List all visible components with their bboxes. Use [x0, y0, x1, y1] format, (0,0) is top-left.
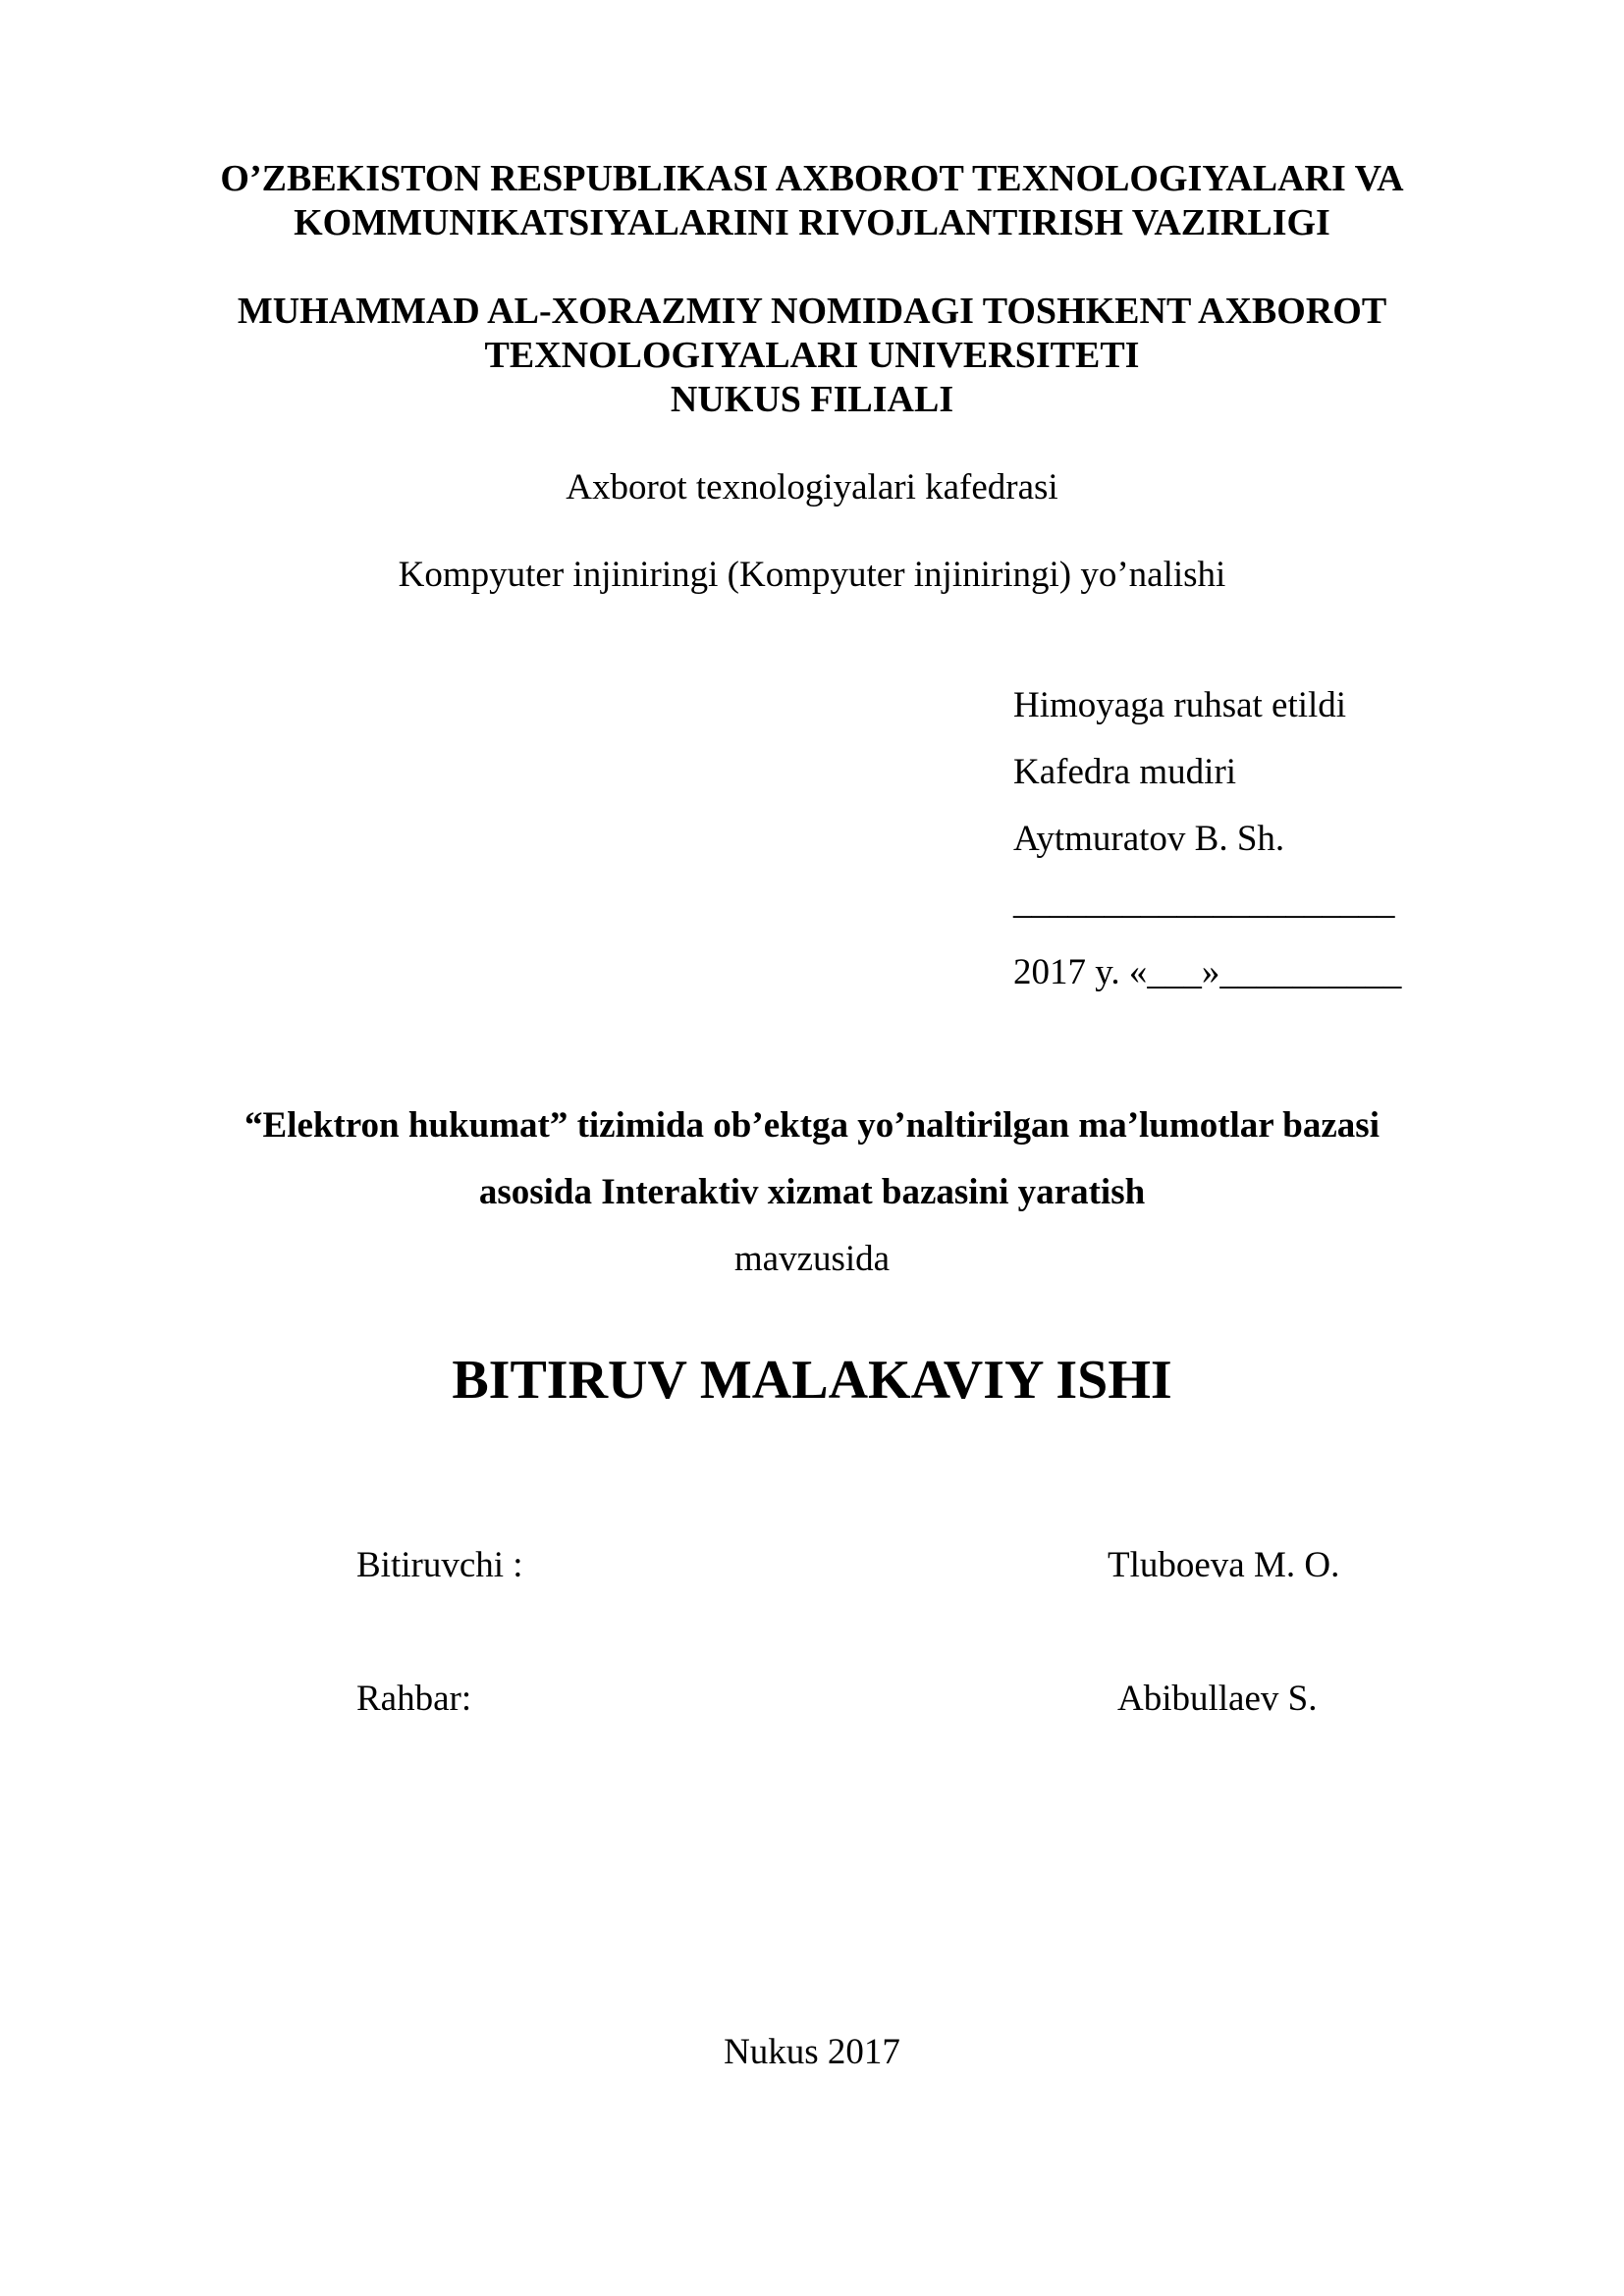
approval-date-line: 2017 y. «___»__________ [1013, 952, 1402, 992]
approval-line-1: Himoyaga ruhsat etildi [1013, 685, 1347, 725]
university-line-1: MUHAMMAD AL-XORAZMIY NOMIDAGI TOSHKENT AXBOROT [237, 291, 1387, 332]
topic-line-1: “Elektron hukumat” tizimida ob’ektga yo’naltirilgan ma’lumotlar bazasi [244, 1105, 1380, 1146]
supervisor-name: Abibullaev S. [1117, 1679, 1318, 1719]
university-line-2: TEXNOLOGIYALARI UNIVERSITETI [484, 335, 1140, 376]
ministry-line-1: O’ZBEKISTON RESPUBLIKASI AXBOROT TEXNOLOGIYALARI VA [220, 158, 1404, 199]
approval-line-2: Kafedra mudiri [1013, 752, 1237, 792]
direction-name: Kompyuter injiniringi (Kompyuter injiniringi) yo’nalishi [398, 555, 1226, 595]
supervisor-label: Rahbar: [356, 1679, 472, 1719]
graduate-label: Bitiruvchi : [356, 1545, 523, 1585]
approval-line-3: Aytmuratov B. Sh. [1013, 819, 1285, 859]
work-title: BITIRUV MALAKAVIY ISHI [452, 1350, 1172, 1411]
place-year: Nukus 2017 [724, 2032, 900, 2072]
ministry-line-2: KOMMUNIKATSIYALARINI RIVOJLANTIRISH VAZIRLIGI [294, 202, 1330, 243]
graduate-name: Tluboeva M. O. [1108, 1545, 1340, 1585]
topic-suffix: mavzusida [733, 1239, 891, 1279]
signature-line: _____________________ [1013, 881, 1395, 922]
university-line-3: NUKUS FILIALI [670, 379, 954, 420]
topic-line-2: asosida Interaktiv xizmat bazasini yaratish [478, 1172, 1146, 1212]
department-name: Axborot texnologiyalari kafedrasi [566, 467, 1058, 507]
